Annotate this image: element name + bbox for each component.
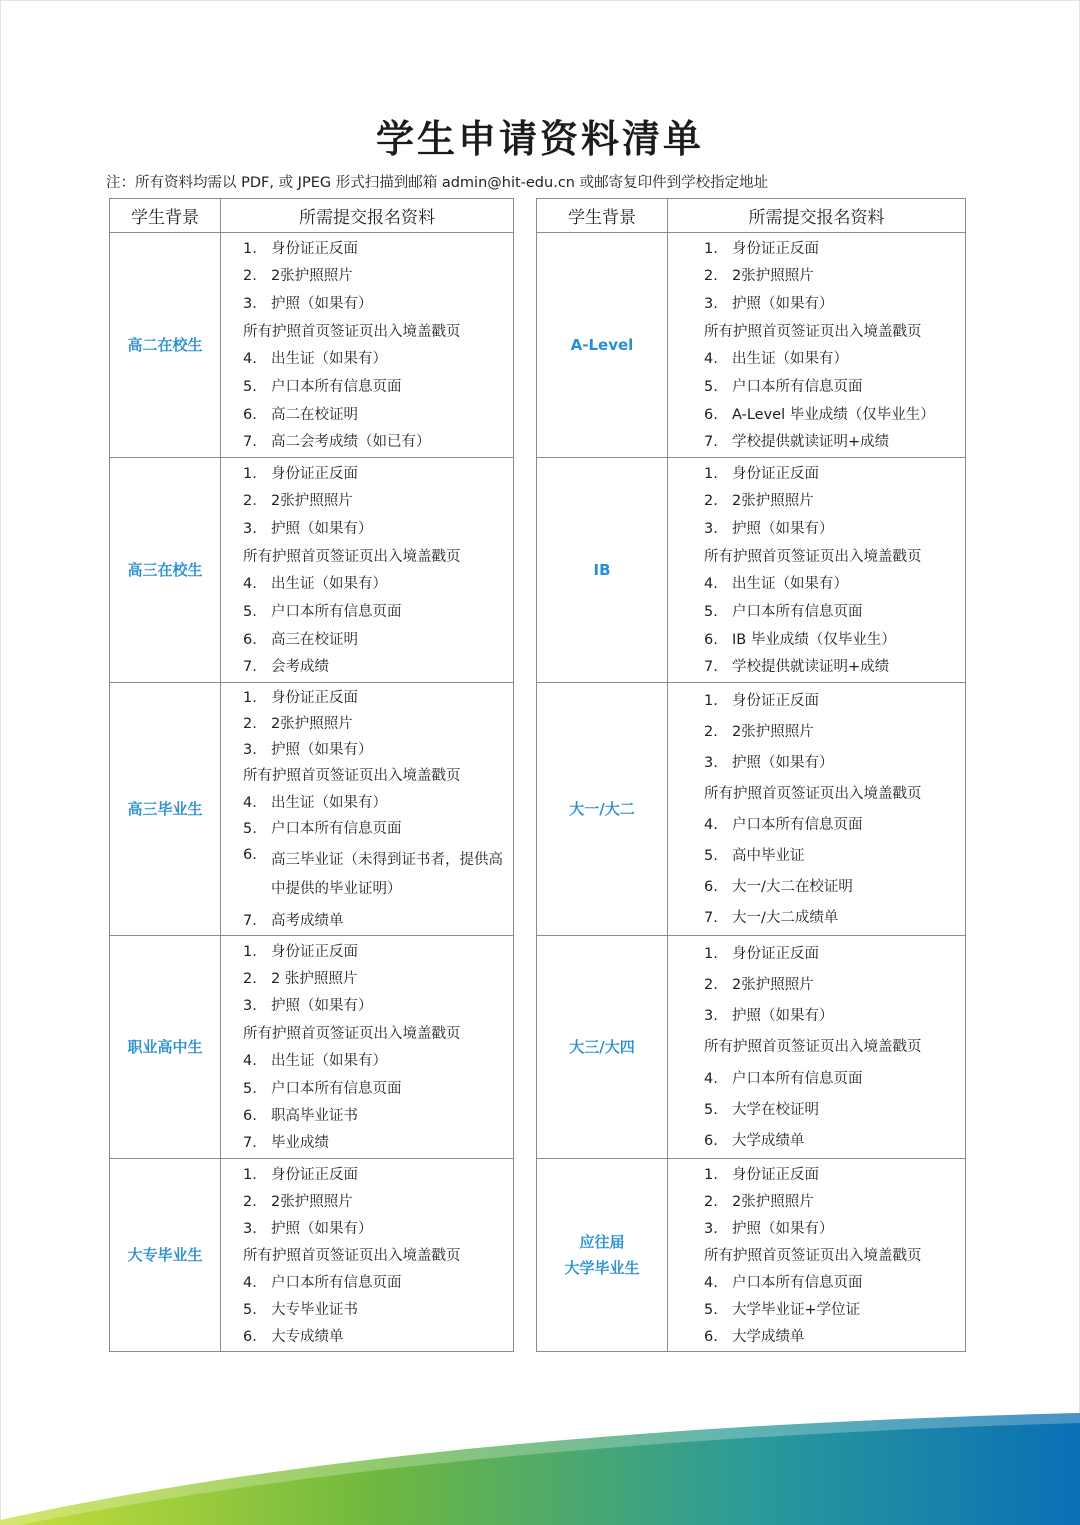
item-number: 4. bbox=[704, 351, 718, 368]
list-item bbox=[704, 1038, 961, 1056]
item-number: 4. bbox=[704, 1070, 718, 1087]
item-number: 3. bbox=[243, 521, 257, 538]
item-text: 大一/大二在校证明 bbox=[732, 879, 853, 896]
item-number: 7. bbox=[704, 434, 718, 451]
item-text: 2张护照照片 bbox=[271, 716, 353, 733]
item-text: 学校提供就读证明+成绩 bbox=[732, 659, 890, 676]
item-number: 6. bbox=[243, 631, 257, 648]
list-item bbox=[243, 1052, 509, 1070]
student-background bbox=[537, 458, 668, 683]
item-number: 2. bbox=[704, 723, 718, 740]
item-text: 护照（如果有） bbox=[732, 521, 834, 538]
list-item bbox=[243, 658, 509, 676]
item-number: 4. bbox=[243, 794, 257, 811]
item-text: 高三在校证明 bbox=[271, 631, 358, 648]
item-text: 2张护照照片 bbox=[732, 1193, 814, 1210]
left-table-header bbox=[110, 199, 514, 233]
item-number: 2. bbox=[704, 268, 718, 285]
item-number: 1. bbox=[243, 690, 257, 707]
item-text: 所有护照首页签证页出入境盖戳页 bbox=[243, 1025, 461, 1042]
item-number: 7. bbox=[243, 912, 257, 929]
list-item bbox=[704, 295, 961, 313]
list-item bbox=[704, 723, 961, 741]
item-text: 护照（如果有） bbox=[271, 998, 373, 1015]
item-number: 4. bbox=[704, 576, 718, 593]
item-text: 出生证（如果有） bbox=[732, 351, 848, 368]
item-text: 出生证（如果有） bbox=[732, 576, 848, 593]
item-text: 出生证（如果有） bbox=[271, 1053, 387, 1070]
right-table bbox=[536, 198, 966, 1352]
list-item bbox=[243, 1193, 509, 1211]
item-text: 户口本所有信息页面 bbox=[732, 378, 863, 395]
student-background bbox=[110, 458, 221, 683]
item-number: 5. bbox=[243, 820, 257, 837]
list-item bbox=[704, 575, 961, 593]
list-item bbox=[243, 1166, 509, 1184]
item-text: 护照（如果有） bbox=[732, 754, 834, 771]
item-number: 2. bbox=[243, 971, 257, 988]
item-text: 大一/大二成绩单 bbox=[732, 910, 839, 927]
item-number: 5. bbox=[704, 1102, 718, 1119]
item-text: 身份证正反面 bbox=[271, 240, 358, 257]
list-item bbox=[704, 816, 961, 834]
decorative-wave bbox=[0, 1395, 1080, 1525]
item-text: 所有护照首页签证页出入境盖戳页 bbox=[243, 323, 461, 340]
item-text: 户口本所有信息页面 bbox=[732, 1070, 863, 1087]
table-row bbox=[537, 1159, 966, 1352]
student-background bbox=[110, 1159, 221, 1352]
item-number: 3. bbox=[704, 1008, 718, 1025]
list-item bbox=[243, 820, 509, 838]
item-number: 7. bbox=[243, 659, 257, 676]
item-text: 大学毕业证+学位证 bbox=[732, 1301, 861, 1318]
list-item bbox=[243, 1134, 509, 1152]
item-number: 7. bbox=[243, 1135, 257, 1152]
item-number: 6. bbox=[704, 1133, 718, 1150]
student-background bbox=[110, 936, 221, 1159]
list-item bbox=[243, 267, 509, 285]
background-label: IB bbox=[593, 561, 611, 579]
list-item bbox=[243, 1220, 509, 1238]
item-number: 2. bbox=[243, 268, 257, 285]
item-text: 高三毕业证（未得到证书者，提供高中提供的毕业证明） bbox=[271, 851, 503, 897]
materials-cell bbox=[221, 936, 514, 1159]
item-number: 7. bbox=[704, 659, 718, 676]
list-item bbox=[243, 912, 509, 930]
table-row bbox=[110, 683, 514, 936]
item-text: 身份证正反面 bbox=[732, 945, 819, 962]
materials-cell bbox=[668, 936, 966, 1159]
item-text: 身份证正反面 bbox=[271, 465, 358, 482]
item-number: 1. bbox=[243, 1166, 257, 1183]
background-label: 大学毕业生 bbox=[564, 1259, 640, 1277]
list-item bbox=[243, 350, 509, 368]
list-item bbox=[704, 1193, 961, 1211]
item-text: 护照（如果有） bbox=[271, 296, 373, 313]
list-item bbox=[243, 406, 509, 424]
materials-cell bbox=[668, 233, 966, 458]
background-label: 职业高中生 bbox=[127, 1038, 203, 1056]
item-text: 所有护照首页签证页出入境盖戳页 bbox=[243, 548, 461, 565]
item-number: 5. bbox=[704, 1301, 718, 1318]
item-number: 6. bbox=[704, 406, 718, 423]
page-note: 注：所有资料均需以 PDF, 或 JPEG 形式扫描到邮箱 admin@hit-edu.cn 或邮寄复印件到学校指定地址 bbox=[106, 175, 769, 191]
materials-cell bbox=[668, 1159, 966, 1352]
item-number: 2. bbox=[704, 493, 718, 510]
list-item bbox=[243, 603, 509, 621]
item-number: 4. bbox=[704, 1274, 718, 1291]
materials-cell bbox=[221, 233, 514, 458]
student-background bbox=[110, 233, 221, 458]
header-background: 学生背景 bbox=[537, 199, 668, 233]
item-number: 1. bbox=[704, 465, 718, 482]
item-text: 护照（如果有） bbox=[271, 1220, 373, 1237]
item-text: 2张护照照片 bbox=[732, 493, 814, 510]
item-number: 1. bbox=[704, 692, 718, 709]
list-item bbox=[243, 1107, 509, 1125]
item-text: 身份证正反面 bbox=[732, 1166, 819, 1183]
item-number: 5. bbox=[243, 603, 257, 620]
item-number: 4. bbox=[704, 817, 718, 834]
item-text: 所有护照首页签证页出入境盖戳页 bbox=[243, 768, 461, 785]
table-row bbox=[537, 233, 966, 458]
list-item bbox=[243, 943, 509, 961]
item-text: IB 毕业成绩（仅毕业生） bbox=[732, 631, 896, 648]
item-text: 护照（如果有） bbox=[732, 296, 834, 313]
item-text: 2张护照照片 bbox=[271, 493, 353, 510]
item-text: 户口本所有信息页面 bbox=[271, 820, 402, 837]
item-text: 高中毕业证 bbox=[732, 848, 805, 865]
list-item bbox=[704, 692, 961, 710]
left-table bbox=[109, 198, 514, 1352]
item-number: 5. bbox=[243, 378, 257, 395]
item-text: 所有护照首页签证页出入境盖戳页 bbox=[704, 548, 922, 565]
student-background bbox=[110, 683, 221, 936]
item-number: 6. bbox=[704, 879, 718, 896]
item-number: 3. bbox=[704, 296, 718, 313]
table-row bbox=[110, 936, 514, 1159]
student-background bbox=[537, 233, 668, 458]
list-item bbox=[704, 433, 961, 451]
list-item bbox=[243, 767, 509, 785]
student-background bbox=[537, 1159, 668, 1352]
item-number: 1. bbox=[704, 945, 718, 962]
item-text: 身份证正反面 bbox=[271, 690, 358, 707]
item-text: 户口本所有信息页面 bbox=[271, 378, 402, 395]
list-item bbox=[704, 1101, 961, 1119]
item-number: 1. bbox=[243, 465, 257, 482]
list-item bbox=[704, 945, 961, 963]
item-text: 大学成绩单 bbox=[732, 1328, 805, 1345]
list-item bbox=[704, 1070, 961, 1088]
item-text: 护照（如果有） bbox=[732, 1220, 834, 1237]
item-text: 出生证（如果有） bbox=[271, 351, 387, 368]
list-item bbox=[243, 492, 509, 510]
item-text: 户口本所有信息页面 bbox=[271, 1080, 402, 1097]
item-number: 6. bbox=[704, 631, 718, 648]
list-item bbox=[704, 909, 961, 927]
list-item bbox=[704, 548, 961, 566]
item-text: 高考成绩单 bbox=[271, 912, 344, 929]
list-item bbox=[243, 520, 509, 538]
item-text: 大专毕业证书 bbox=[271, 1301, 358, 1318]
list-item bbox=[243, 846, 509, 904]
materials-cell bbox=[221, 458, 514, 683]
list-item bbox=[704, 603, 961, 621]
item-text: 身份证正反面 bbox=[271, 1166, 358, 1183]
list-item bbox=[704, 1274, 961, 1292]
item-text: 2张护照照片 bbox=[271, 268, 353, 285]
item-text: 身份证正反面 bbox=[732, 692, 819, 709]
item-number: 5. bbox=[704, 378, 718, 395]
item-number: 5. bbox=[243, 1301, 257, 1318]
list-item bbox=[243, 433, 509, 451]
item-text: 身份证正反面 bbox=[732, 240, 819, 257]
list-item bbox=[243, 1274, 509, 1292]
item-text: 大专成绩单 bbox=[271, 1328, 344, 1345]
item-number: 2. bbox=[243, 1193, 257, 1210]
list-item bbox=[704, 323, 961, 341]
list-item bbox=[243, 970, 509, 988]
list-item bbox=[243, 741, 509, 759]
item-number: 2. bbox=[704, 1193, 718, 1210]
item-number: 3. bbox=[704, 1220, 718, 1237]
list-item bbox=[704, 847, 961, 865]
background-label: A-Level bbox=[570, 336, 634, 354]
item-number: 7. bbox=[243, 434, 257, 451]
list-item bbox=[243, 1025, 509, 1043]
header-materials: 所需提交报名资料 bbox=[221, 199, 514, 233]
page-title: 学生申请资料清单 bbox=[375, 117, 704, 161]
item-text: 会考成绩 bbox=[271, 659, 329, 676]
list-item bbox=[704, 492, 961, 510]
list-item bbox=[243, 631, 509, 649]
list-item bbox=[704, 878, 961, 896]
background-label: 高三毕业生 bbox=[127, 800, 203, 818]
item-number: 4. bbox=[243, 351, 257, 368]
item-text: 户口本所有信息页面 bbox=[732, 603, 863, 620]
item-number: 3. bbox=[704, 521, 718, 538]
item-text: 所有护照首页签证页出入境盖戳页 bbox=[704, 1247, 922, 1264]
list-item bbox=[243, 548, 509, 566]
item-number: 3. bbox=[243, 742, 257, 759]
table-row bbox=[110, 458, 514, 683]
item-text: 户口本所有信息页面 bbox=[271, 603, 402, 620]
item-text: 户口本所有信息页面 bbox=[732, 1274, 863, 1291]
item-number: 3. bbox=[243, 296, 257, 313]
item-number: 5. bbox=[243, 1080, 257, 1097]
background-label: 高三在校生 bbox=[127, 561, 203, 579]
item-text: 护照（如果有） bbox=[732, 1008, 834, 1025]
background-label: 应往届 bbox=[579, 1233, 625, 1251]
item-text: 学校提供就读证明+成绩 bbox=[732, 434, 890, 451]
item-number: 5. bbox=[704, 848, 718, 865]
list-item bbox=[704, 785, 961, 803]
list-item bbox=[704, 465, 961, 483]
list-item bbox=[243, 1247, 509, 1265]
item-number: 4. bbox=[243, 1053, 257, 1070]
background-label: 大一/大二 bbox=[569, 800, 635, 818]
item-text: 高二在校证明 bbox=[271, 406, 358, 423]
materials-cell bbox=[221, 1159, 514, 1352]
list-item bbox=[243, 715, 509, 733]
item-text: 毕业成绩 bbox=[271, 1135, 329, 1152]
background-label: 高二在校生 bbox=[127, 336, 203, 354]
list-item bbox=[704, 350, 961, 368]
table-row bbox=[537, 683, 966, 936]
list-item bbox=[243, 378, 509, 396]
list-item bbox=[704, 1220, 961, 1238]
item-text: 护照（如果有） bbox=[271, 742, 373, 759]
header-background: 学生背景 bbox=[110, 199, 221, 233]
list-item bbox=[243, 1328, 509, 1346]
item-text: 2张护照照片 bbox=[732, 268, 814, 285]
list-item bbox=[704, 1328, 961, 1346]
list-item bbox=[243, 295, 509, 313]
item-text: A-Level 毕业成绩（仅毕业生） bbox=[732, 406, 935, 423]
list-item bbox=[243, 323, 509, 341]
list-item bbox=[704, 520, 961, 538]
item-number: 3. bbox=[243, 998, 257, 1015]
list-item bbox=[243, 465, 509, 483]
item-number: 4. bbox=[243, 1274, 257, 1291]
list-item bbox=[243, 575, 509, 593]
list-item bbox=[243, 689, 509, 707]
item-text: 职高毕业证书 bbox=[271, 1107, 358, 1124]
item-text: 出生证（如果有） bbox=[271, 794, 387, 811]
item-number: 2. bbox=[704, 976, 718, 993]
list-item bbox=[704, 1247, 961, 1265]
item-text: 2 张护照照片 bbox=[271, 971, 358, 988]
list-item bbox=[704, 1301, 961, 1319]
item-number: 5. bbox=[704, 603, 718, 620]
item-text: 所有护照首页签证页出入境盖戳页 bbox=[243, 1247, 461, 1264]
item-text: 2张护照照片 bbox=[732, 976, 814, 993]
list-item bbox=[243, 240, 509, 258]
item-number: 1. bbox=[704, 1166, 718, 1183]
list-item bbox=[704, 1007, 961, 1025]
student-background bbox=[537, 683, 668, 936]
item-text: 身份证正反面 bbox=[271, 943, 358, 960]
materials-cell bbox=[221, 683, 514, 936]
list-item bbox=[704, 631, 961, 649]
item-text: 所有护照首页签证页出入境盖戳页 bbox=[704, 785, 922, 802]
item-number: 4. bbox=[243, 576, 257, 593]
list-item bbox=[704, 754, 961, 772]
list-item bbox=[704, 406, 961, 424]
item-number: 7. bbox=[704, 910, 718, 927]
item-number: 2. bbox=[243, 716, 257, 733]
item-number: 6. bbox=[243, 846, 257, 863]
item-number: 6. bbox=[243, 1107, 257, 1124]
header-materials: 所需提交报名资料 bbox=[668, 199, 966, 233]
list-item bbox=[704, 976, 961, 994]
item-number: 3. bbox=[704, 754, 718, 771]
item-number: 1. bbox=[243, 943, 257, 960]
list-item bbox=[704, 1132, 961, 1150]
item-text: 大学在校证明 bbox=[732, 1102, 819, 1119]
item-number: 6. bbox=[243, 406, 257, 423]
list-item bbox=[704, 658, 961, 676]
table-row bbox=[537, 458, 966, 683]
item-text: 护照（如果有） bbox=[271, 521, 373, 538]
table-row bbox=[110, 233, 514, 458]
item-number: 2. bbox=[243, 493, 257, 510]
item-text: 所有护照首页签证页出入境盖戳页 bbox=[704, 323, 922, 340]
item-number: 6. bbox=[704, 1328, 718, 1345]
list-item bbox=[243, 794, 509, 812]
right-table-header bbox=[537, 199, 966, 233]
item-number: 1. bbox=[243, 240, 257, 257]
student-background bbox=[537, 936, 668, 1159]
list-item bbox=[704, 378, 961, 396]
item-text: 大学成绩单 bbox=[732, 1133, 805, 1150]
list-item bbox=[704, 1166, 961, 1184]
materials-cell bbox=[668, 458, 966, 683]
item-text: 所有护照首页签证页出入境盖戳页 bbox=[704, 1039, 922, 1056]
table-row bbox=[110, 1159, 514, 1352]
list-item bbox=[243, 997, 509, 1015]
list-item bbox=[704, 267, 961, 285]
item-number: 1. bbox=[704, 240, 718, 257]
item-text: 高二会考成绩（如已有） bbox=[271, 434, 431, 451]
background-label: 大三/大四 bbox=[569, 1038, 635, 1056]
materials-cell bbox=[668, 683, 966, 936]
item-text: 出生证（如果有） bbox=[271, 576, 387, 593]
background-label: 大专毕业生 bbox=[127, 1246, 203, 1264]
item-text: 2张护照照片 bbox=[732, 723, 814, 740]
item-number: 3. bbox=[243, 1220, 257, 1237]
item-text: 身份证正反面 bbox=[732, 465, 819, 482]
item-number: 6. bbox=[243, 1328, 257, 1345]
item-text: 户口本所有信息页面 bbox=[732, 817, 863, 834]
table-row bbox=[537, 936, 966, 1159]
list-item bbox=[243, 1301, 509, 1319]
item-text: 2张护照照片 bbox=[271, 1193, 353, 1210]
list-item bbox=[243, 1080, 509, 1098]
item-text: 户口本所有信息页面 bbox=[271, 1274, 402, 1291]
list-item bbox=[704, 240, 961, 258]
